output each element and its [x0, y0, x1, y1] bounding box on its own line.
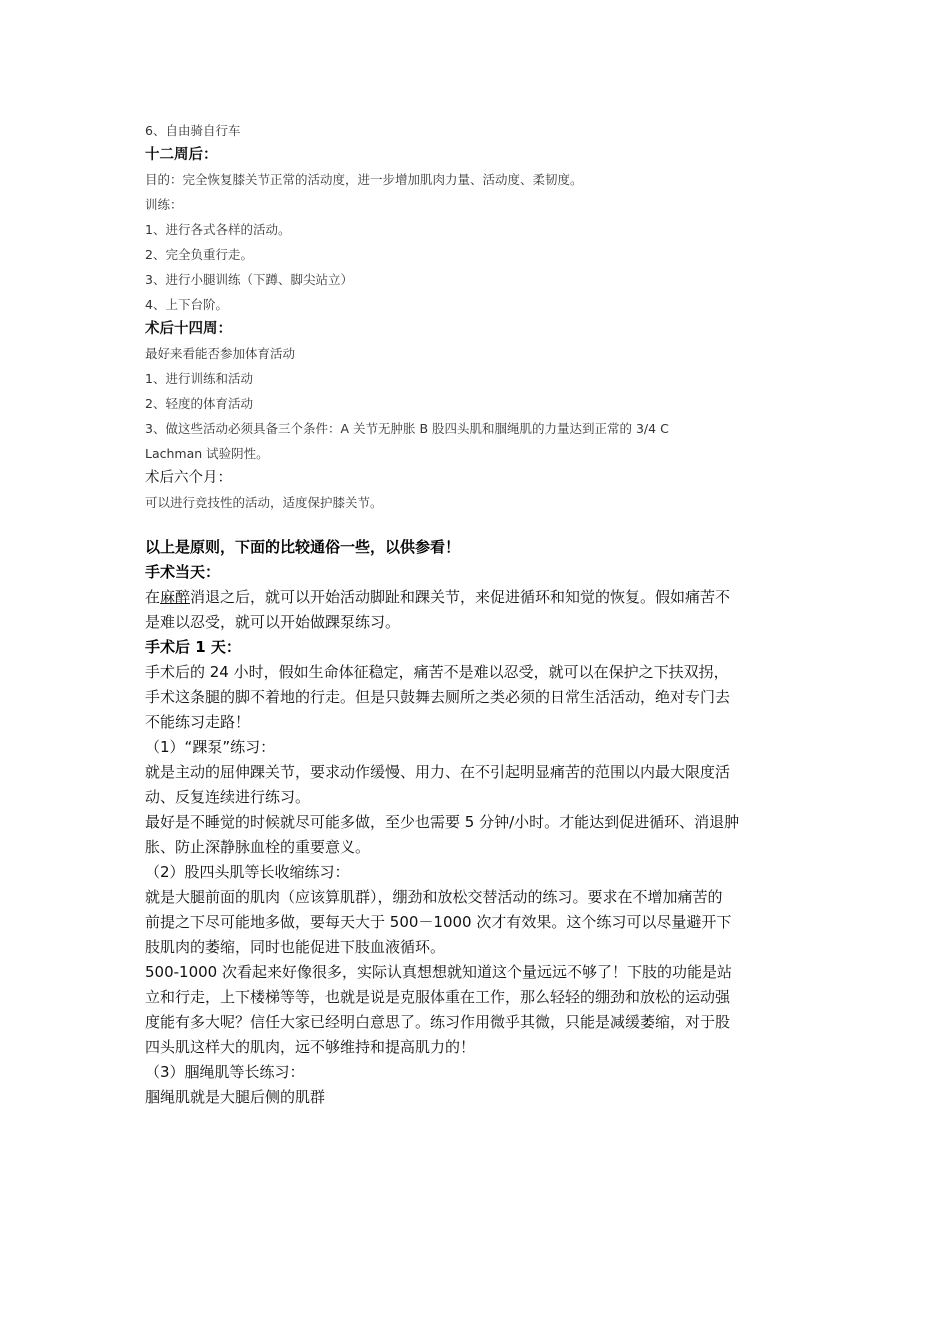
section-heading-month6: 术后六个月：	[145, 470, 232, 486]
exercise3-line: 腘绳肌就是大腿后侧的肌群	[145, 1088, 326, 1106]
list-item: 3、进行小腿训练（下蹲、脚尖站立）	[145, 272, 353, 287]
day0-line2: 是难以忍受，就可以开始做踝泵练习。	[145, 613, 401, 631]
day1-line: 不能练习走路！	[145, 713, 251, 731]
list-item: 6、自由骑自行车	[145, 123, 241, 138]
week14-intro: 最好来看能否参加体育活动	[145, 346, 296, 361]
document-page	[145, 118, 810, 1110]
section-heading-week14: 术后十四周：	[145, 321, 232, 337]
list-item: 3、做这些活动必须具备三个条件：A 关节无肿胀 B 股四头肌和腘绳肌的力量达到正常的 3/4 C	[145, 421, 669, 436]
list-item: 4、上下台阶。	[145, 297, 228, 312]
exercise2-line: 立和行走，上下楼梯等等，也就是说是克服体重在工作，那么轻轻的绷劲和放松的运动强	[145, 988, 731, 1006]
week12-training-label: 训练：	[145, 197, 183, 212]
exercise2-line: 度能有多大呢？信任大家已经明白意思了。练习作用微乎其微，只能是减缓萎缩，对于股	[145, 1013, 731, 1031]
day0-rest: 消退之后，就可以开始活动脚趾和踝关节，来促进循环和知觉的恢复。假如痛苦不	[190, 588, 731, 606]
list-item: Lachman 试验阴性。	[145, 446, 269, 461]
day1-line: 手术后的 24 小时，假如生命体征稳定，痛苦不是难以忍受，就可以在保护之下扶双拐，	[145, 663, 729, 681]
exercise2-line: 四头肌这样大的肌肉，远不够维持和提高肌力的！	[145, 1038, 476, 1056]
exercise1-heading: （1）“踝泵”练习：	[145, 738, 276, 756]
section-heading-day0: 手术当天：	[145, 563, 221, 581]
week12-goal: 目的：完全恢复膝关节正常的活动度，进一步增加肌肉力量、活动度、柔韧度。	[145, 172, 583, 187]
exercise1-line: 就是主动的屈伸踝关节，要求动作缓慢、用力、在不引起明显痛苦的范围以内最大限度活	[145, 763, 731, 781]
exercise2-line: 就是大腿前面的肌肉（应该算肌群），绷劲和放松交替活动的练习。要求在不增加痛苦的	[145, 888, 723, 906]
section-heading-day1: 手术后 1 天：	[145, 638, 241, 656]
exercise2-line: 前提之下尽可能地多做，要每天大于 500－1000 次才有效果。这个练习可以尽量避开下	[145, 913, 732, 931]
exercise2-line: 500-1000 次看起来好像很多，实际认真想想就知道这个量远远不够了！下肢的功能是站	[145, 963, 732, 981]
exercise1-line: 胀、防止深静脉血栓的重要意义。	[145, 838, 371, 856]
day0-prefix: 在	[145, 588, 161, 606]
list-item: 2、完全负重行走。	[145, 247, 253, 262]
day0-paragraph	[145, 585, 810, 610]
day1-line: 手术这条腿的脚不着地的行走。但是只鼓舞去厕所之类必须的日常生活活动，绝对专门去	[145, 688, 731, 706]
anesthesia-link[interactable]: 麻醉	[160, 588, 191, 606]
section-heading-week12: 十二周后：	[145, 147, 218, 163]
exercise3-heading: （3）腘绳肌等长练习：	[145, 1063, 305, 1081]
month6-text: 可以进行竞技性的活动，适度保护膝关节。	[145, 495, 383, 510]
spacer	[145, 515, 810, 535]
exercise2-line: 肢肌肉的萎缩，同时也能促进下肢血液循环。	[145, 938, 446, 956]
list-item: 2、轻度的体育活动	[145, 396, 253, 411]
exercise1-line: 动、反复连续进行练习。	[145, 788, 311, 806]
list-item: 1、进行各式各样的活动。	[145, 222, 291, 237]
section2-intro: 以上是原则，下面的比较通俗一些，以供参看！	[145, 538, 461, 556]
list-item: 1、进行训练和活动	[145, 371, 253, 386]
exercise2-heading: （2）股四头肌等长收缩练习：	[145, 863, 350, 881]
exercise1-line: 最好是不睡觉的时候就尽可能多做，至少也需要 5 分钟/小时。才能达到促进循环、消退肿	[145, 813, 740, 831]
